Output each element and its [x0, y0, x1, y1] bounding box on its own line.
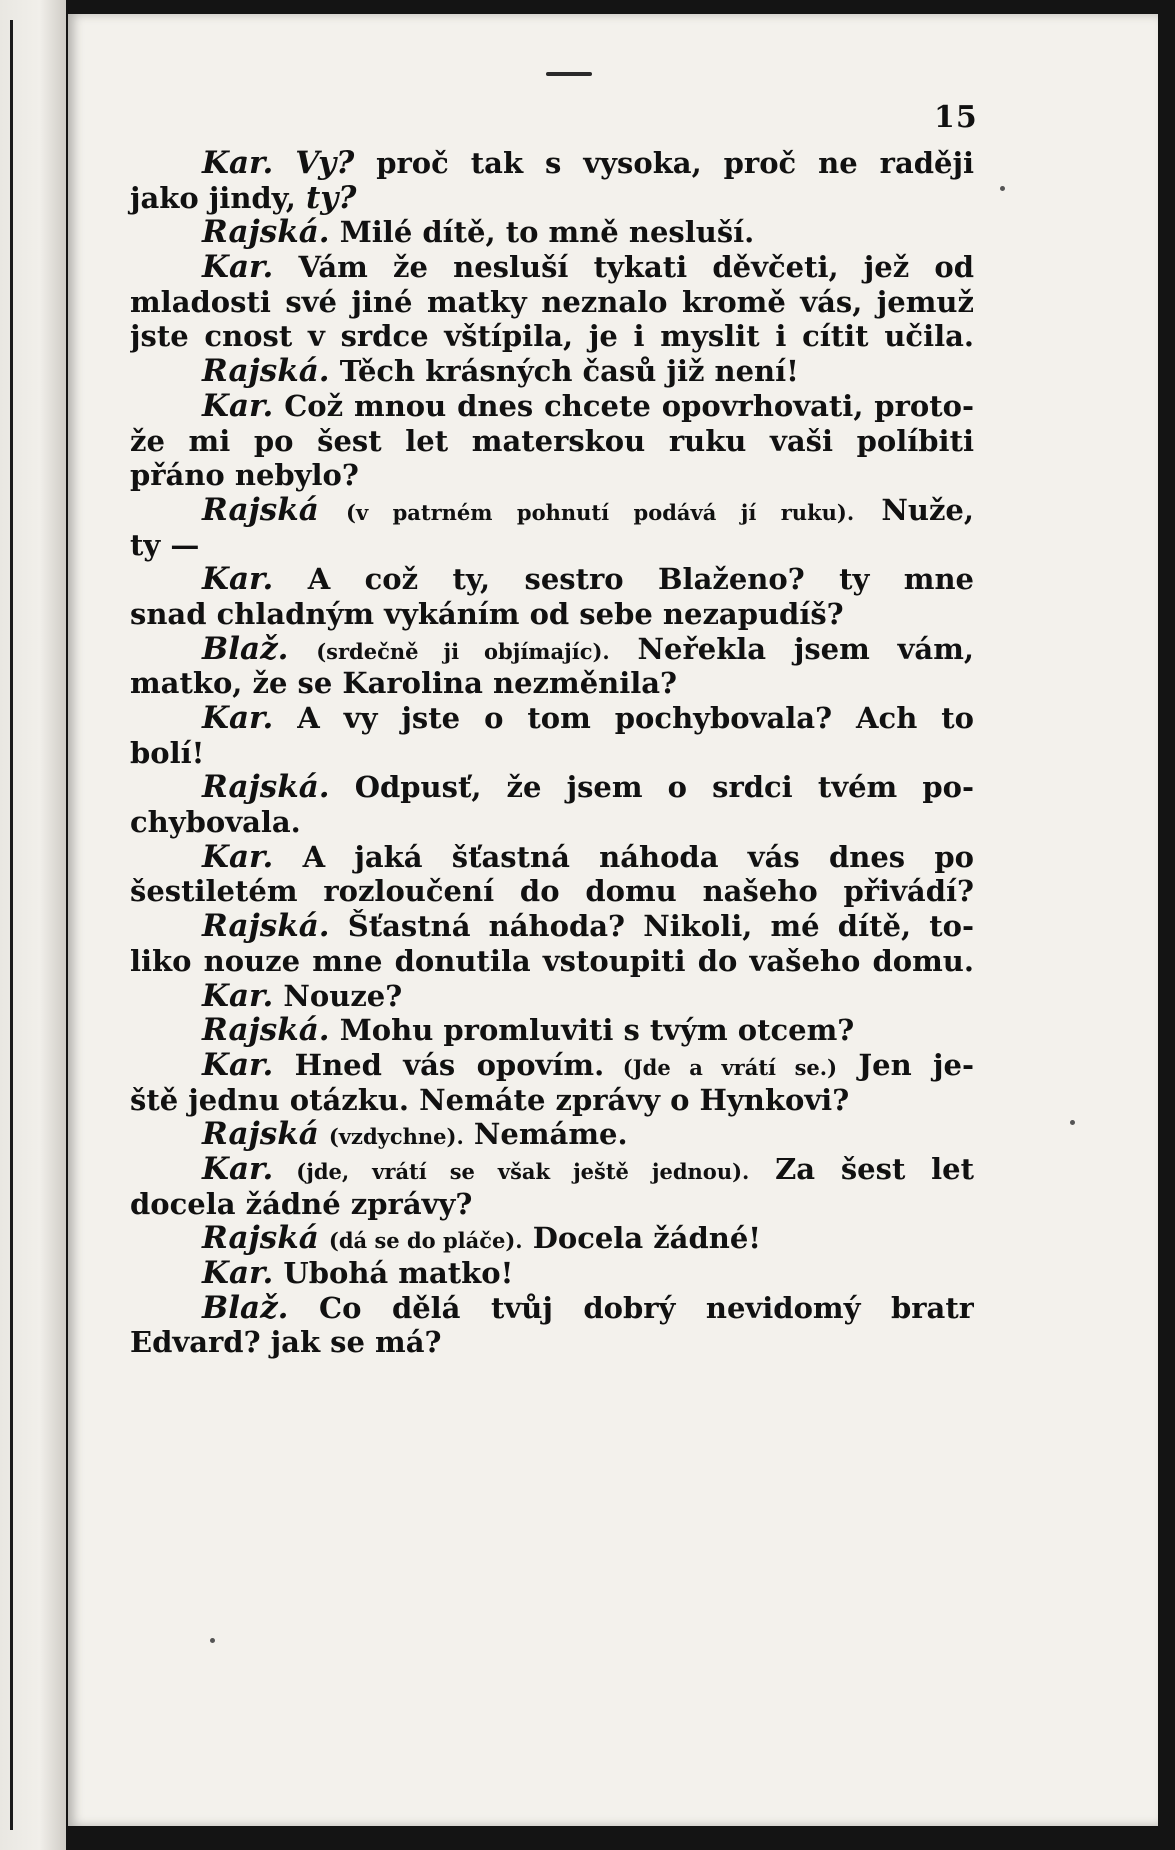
text-line: Kar. A vy jste o tom pochybovala? Ach to [202, 701, 974, 736]
text-line: Kar. Hned vás opovím. (Jde a vrátí se.) Jen je- [202, 1047, 974, 1083]
speaker-name: Kar. [202, 562, 274, 597]
speaker-name: Kar. [202, 701, 274, 736]
text-line: Rajská. Odpusť, že jsem o srdci tvém po- [202, 770, 974, 806]
speaker-name: Kar. [202, 977, 274, 1014]
ink-smudge [546, 72, 592, 76]
text-line: jako jindy, ty? [130, 179, 357, 216]
speaker-name: Rajská [202, 1116, 319, 1153]
page-number: 15 [934, 100, 978, 135]
text-line: mladosti své jiné matky neznalo kromě vás, jemuž [130, 284, 974, 319]
text-line: Edvard? jak se má? [130, 1325, 442, 1360]
text-line: Blaž. Co dělá tvůj dobrý nevidomý bratr [202, 1290, 974, 1326]
dialogue-text [130, 146, 974, 1360]
text-line: ště jednu otázku. Nemáte zprávy o Hynkovi? [130, 1082, 850, 1117]
text-line: bolí! [130, 735, 205, 770]
text-line: Kar. Vám že nesluší tykati děvčeti, jež od [202, 250, 974, 285]
speaker-name: Kar. [202, 1255, 274, 1291]
text-line: Rajská (vzdychne). Nemáme. [202, 1116, 628, 1153]
text-line: Kar. Nouze? [202, 977, 403, 1014]
text-line: Kar. A což ty, sestro Blaženo? ty mne [202, 562, 974, 597]
speaker-name: Kar. [202, 146, 274, 181]
binding-edge-line [10, 20, 13, 1830]
text-line: Kar. (jde, vrátí se však ještě jednou). Za šest let [202, 1151, 974, 1187]
text-line: matko, že se Karolina nezměnila? [130, 666, 678, 701]
speaker-name: Kar. [202, 839, 274, 875]
emphasis: Vy? [295, 146, 355, 181]
stage-direction: (v patrném pohnutí podává jí ruku). [346, 499, 855, 525]
text-line: přáno nebylo? [130, 458, 359, 493]
stage-direction: (jde, vrátí se však ještě jednou). [273, 1158, 750, 1184]
speaker-name: Kar. [202, 1047, 274, 1083]
stage-direction: (dá se do pláče). [328, 1228, 523, 1254]
text-line: že mi po šest let materskou ruku vaši políbiti [130, 423, 974, 458]
speaker-name: Rajská. [202, 909, 330, 944]
speck [1000, 186, 1005, 191]
text-line: Kar. Vy? proč tak s vysoka, proč ne raději [202, 146, 974, 181]
speaker-name: Rajská. [202, 353, 330, 390]
text-line: snad chladným vykáním od sebe nezapudíš? [130, 596, 844, 631]
stage-direction: (vzdychne). [328, 1124, 464, 1150]
text-line: Kar. A jaká šťastná náhoda vás dnes po [202, 839, 974, 875]
text-line: docela žádné zprávy? [130, 1186, 473, 1221]
stage-direction: (Jde a vrátí se.) [604, 1054, 838, 1080]
text-line: Rajská. Mohu promluviti s tvým otcem? [202, 1012, 855, 1049]
speaker-name: Rajská [202, 1220, 319, 1257]
text-line: šestiletém rozloučení do domu našeho přivádí? [130, 874, 974, 909]
stage-direction: (srdečně ji objímajíc). [316, 638, 610, 664]
emphasis: ty? [305, 179, 357, 216]
text-line: Rajská. Těch krásných časů již není! [202, 353, 799, 390]
text-line: Rajská (dá se do pláče). Docela žádné! [202, 1220, 762, 1257]
speaker-name: Rajská. [202, 770, 330, 806]
text-line: jste cnost v srdce vštípila, je i myslit i cítit učila. [130, 319, 974, 354]
speaker-name: Rajská. [202, 1012, 330, 1049]
speck [210, 1638, 215, 1643]
speaker-name: Kar. [202, 1151, 274, 1187]
text-line: chybovala. [130, 805, 301, 840]
speaker-name: Blaž. [202, 1290, 289, 1326]
text-line: Blaž. (srdečně ji objímajíc). Neřekla jsem vám, [202, 631, 974, 667]
speck [1070, 1120, 1075, 1125]
text-line: Rajská. Milé dítě, to mně nesluší. [202, 214, 755, 251]
text-line: Kar. Ubohá matko! [202, 1255, 514, 1291]
speaker-name: Kar. [202, 388, 274, 424]
speaker-name: Kar. [202, 250, 274, 285]
speaker-name: Rajská [202, 492, 319, 528]
text-line: liko nouze mne donutila vstoupiti do vašeho domu. [130, 943, 974, 978]
text-line: ty — [130, 527, 200, 562]
speaker-name: Blaž. [202, 631, 289, 667]
text-line: Rajská. Šťastná náhoda? Nikoli, mé dítě, to- [202, 909, 974, 944]
text-line: Rajská (v patrném pohnutí podává jí ruku). Nuže, [202, 492, 974, 528]
text-line: Kar. Což mnou dnes chcete opovrhovati, proto- [202, 388, 974, 424]
speaker-name: Rajská. [202, 214, 330, 251]
